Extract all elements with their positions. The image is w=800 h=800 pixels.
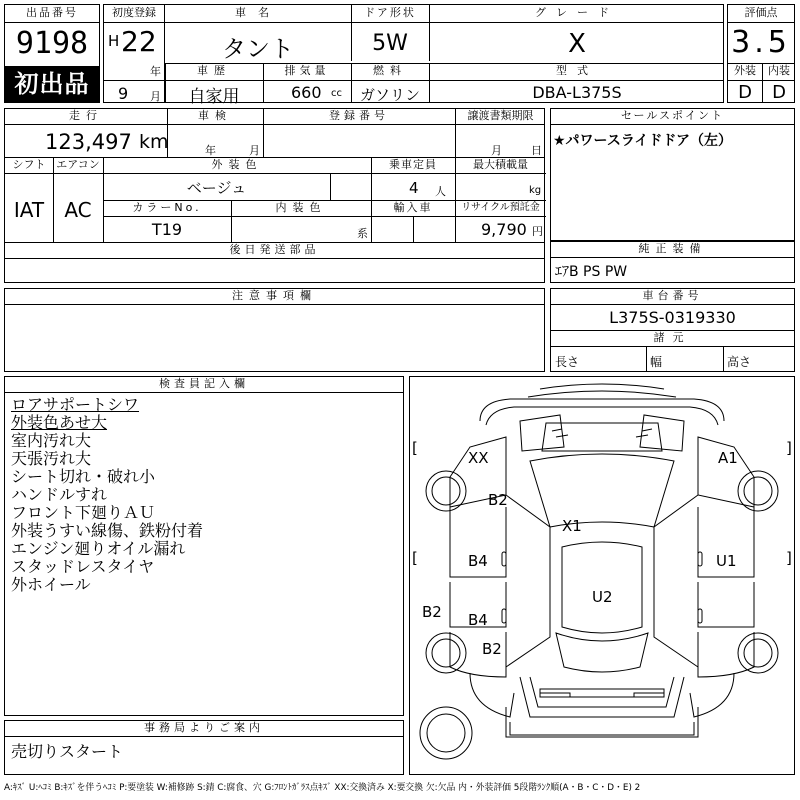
grade: X: [568, 29, 586, 59]
damage-mark-u1: U1: [716, 552, 737, 570]
dimensions-label: 諸元: [653, 331, 692, 344]
year-unit: 年: [150, 65, 161, 78]
damage-mark-b2-left: B2: [422, 603, 442, 621]
month-unit: 月: [150, 90, 161, 103]
score-box: [727, 4, 795, 103]
length-label: 長さ: [555, 355, 580, 369]
damage-mark-x1: X1: [562, 517, 582, 535]
later-parts-label: 後日発送部品: [229, 243, 320, 256]
transfer-deadline-label: 譲渡書類期限: [467, 109, 534, 122]
capacity-label: 乗車定員: [389, 158, 437, 171]
exterior-label: 外装: [734, 64, 756, 77]
inspector-comment-line: 外ホイール: [11, 575, 91, 594]
spec-table: [4, 108, 545, 283]
recycle-fee: 9,790: [481, 220, 527, 239]
inspection-year-unit: 年: [205, 144, 216, 157]
ac-label: エアコン: [56, 158, 100, 171]
history-label: 車歴: [197, 64, 231, 77]
vehicle-info-box: [164, 4, 724, 107]
car-name-label: 車名: [235, 6, 281, 19]
inspector-comment-line: ハンドルすれ: [11, 485, 108, 504]
office-box: [4, 720, 404, 775]
capacity: 4: [409, 179, 419, 197]
inspector-label: 検査員記入欄: [159, 377, 249, 390]
exterior-grade: D: [738, 82, 752, 103]
load-unit: kg: [529, 185, 542, 196]
damage-mark-b2-front: B2: [488, 491, 508, 509]
chassis-number: L375S-0319330: [609, 308, 736, 327]
model-code: DBA-L375S: [532, 83, 622, 102]
sales-point-text: ★パワースライドドア（左）: [553, 133, 733, 149]
damage-mark-b4-upper: B4: [468, 552, 488, 570]
mileage-label: 走行: [69, 109, 103, 122]
first-listing-badge: 初出品: [5, 66, 99, 102]
registration-month: 9: [118, 84, 129, 103]
mileage-unit: km: [139, 131, 169, 153]
damage-mark-a1: A1: [718, 449, 738, 467]
air-conditioner: AC: [64, 198, 92, 222]
int-color-label: 内装色: [275, 201, 327, 214]
recycle-label: リサイクル預託金: [461, 202, 540, 213]
inspector-box: [4, 376, 404, 716]
displacement-label: 排気量: [284, 64, 330, 77]
sales-point-label: セールスポイント: [620, 109, 724, 122]
inspection-label: 車検: [198, 109, 232, 122]
inspector-comment-line: 天張汚れ大: [11, 449, 92, 468]
bracket-left-mid: [: [412, 549, 418, 567]
lot-number-label: 出品番号: [26, 6, 78, 19]
damage-mark-xx: XX: [468, 449, 489, 467]
chassis-box: [550, 288, 795, 372]
grade-label: グレード: [535, 6, 619, 19]
lot-number-box: [4, 4, 100, 103]
bracket-right-top: ]: [786, 439, 792, 457]
reg-no-label: 登録番号: [329, 109, 389, 122]
capacity-unit: 人: [435, 185, 446, 198]
mileage: 123,497: [45, 130, 132, 154]
interior-grade: D: [772, 82, 786, 103]
shift-label: シフト: [12, 158, 46, 171]
car-name: タント: [222, 35, 294, 63]
first-registration-box: [103, 4, 165, 103]
door-type: 5W: [372, 31, 408, 56]
score: 3.5: [731, 25, 791, 60]
displacement: 660: [291, 83, 322, 102]
damage-mark-b2-rear: B2: [482, 640, 502, 658]
chassis-label: 車台番号: [642, 289, 703, 302]
inspection-month-unit: 月: [249, 144, 260, 157]
inspector-comment-line: シート切れ・破れ小: [11, 467, 156, 486]
inspector-comment-line: フロント下廻りＡＵ: [11, 503, 156, 522]
first-registration-label: 初度登録: [112, 6, 156, 19]
import-label: 輸入車: [393, 201, 433, 214]
color-number: T19: [151, 220, 183, 239]
fuel-label: 燃料: [373, 64, 407, 77]
office-label: 事務局よりご案内: [144, 721, 264, 734]
inspector-comment-line: 外装うすい線傷、鉄粉付着: [11, 521, 204, 540]
interior-label: 内装: [768, 64, 790, 77]
inspector-comment-line: ロアサポートシワ: [11, 395, 140, 414]
damage-mark-u2: U2: [592, 588, 613, 606]
damage-mark-b4-lower: B4: [468, 611, 488, 629]
inspector-comment-line: 外装色あせ大: [11, 413, 108, 432]
score-label: 評価点: [744, 6, 778, 19]
notes-label: 注意事項欄: [232, 289, 317, 302]
inspector-comment-line: 室内汚れ大: [11, 431, 92, 450]
fuel: ガソリン: [359, 86, 420, 104]
transfer-day-unit: 日: [531, 144, 542, 157]
lot-number: 9198: [15, 26, 89, 61]
door-label: ドア形状: [364, 6, 416, 19]
int-color-unit: 系: [357, 227, 368, 240]
inspector-comment-line: スタッドレスタイヤ: [11, 557, 155, 576]
ext-color-label: 外装色: [211, 158, 263, 171]
legend-text: A:ｷｽﾞ U:ﾍｺﾐ B:ｷｽﾞを伴うﾍｺﾐ P:要塗装 W:補修跡 S:錆 C:腐食、穴 G:ﾌﾛﾝﾄｶﾞﾗｽ点ｷｽﾞ XX:交換済み X:要交換 欠:欠品 内・外装評価 5段階ﾗﾝｸ順(A・B・C・D・E) 2: [4, 783, 641, 793]
model-label: 型式: [556, 64, 598, 77]
registration-year: 22: [121, 25, 157, 58]
era-letter: H: [108, 32, 120, 50]
max-load-label: 最大積載量: [473, 158, 528, 171]
displacement-unit: cc: [331, 88, 342, 99]
notes-box: [4, 288, 545, 372]
ext-color: ベージュ: [186, 179, 247, 197]
car-outline-svg: [410, 377, 794, 774]
recycle-unit: 円: [532, 225, 543, 238]
inspector-comment-line: エンジン廻りオイル漏れ: [11, 539, 186, 558]
height-label: 高さ: [727, 355, 752, 369]
vehicle-history: 自家用: [188, 87, 240, 107]
equipment-label: 純正装備: [638, 242, 707, 255]
transfer-month-unit: 月: [491, 144, 502, 157]
bracket-left-top: [: [412, 439, 418, 457]
equipment-box: [550, 241, 795, 283]
office-text: 売切りスタート: [11, 742, 124, 761]
damage-diagram: [409, 376, 795, 775]
width-label: 幅: [650, 355, 663, 369]
color-no-label: カラーNo.: [132, 201, 202, 214]
bracket-right-mid: ]: [786, 549, 792, 567]
equipment-text: ｴｱB PS PW: [555, 264, 628, 280]
shift: IAT: [13, 198, 45, 222]
sales-point-box: [550, 108, 795, 241]
inspector-comment-list: [11, 396, 203, 594]
